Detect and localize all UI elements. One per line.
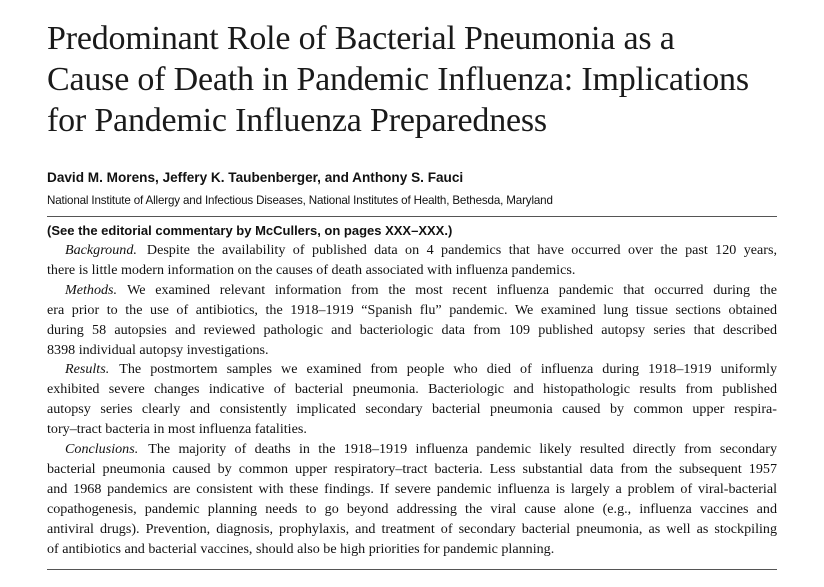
abstract-line: bacterial pneumonia caused by common upper respiratory–tract bacteria. Less substantial data from the subsequent 1957: [47, 460, 777, 477]
title-line: Predominant Role of Bacterial Pneumonia as a: [47, 20, 675, 57]
section-label-methods: Methods.: [65, 281, 118, 298]
section-label-results: Results.: [65, 361, 110, 378]
divider-bottom: [47, 569, 777, 570]
abstract-line: during 58 autopsies and reviewed pathologic and bacteriologic data from 109 published autopsy series that described: [47, 321, 777, 338]
abstract-line: Conclusions. The majority of deaths in the 1918–1919 influenza pandemic likely resulted directly from secondary: [65, 441, 777, 458]
divider-top: [47, 216, 777, 217]
abstract: [47, 241, 777, 560]
abstract-line: of antibiotics and bacterial vaccines, should also be high priorities for pandemic planning.: [47, 540, 555, 557]
title-line: Cause of Death in Pandemic Influenza: Implications: [47, 61, 749, 98]
author-list: David M. Morens, Jeffery K. Taubenberger, and Anthony S. Fauci: [47, 170, 464, 185]
section-label-conclusions: Conclusions.: [65, 441, 139, 458]
abstract-line: Background. Despite the availability of published data on 4 pandemics that have occurred over the past 120 years,: [65, 242, 777, 258]
abstract-line: Methods. We examined relevant information from the most recent influenza pandemic that occurred during the: [65, 281, 777, 298]
editorial-note: (See the editorial commentary by McCullers, on pages XXX–XXX.): [47, 223, 453, 238]
abstract-line: 8398 individual autopsy investigations.: [47, 341, 269, 358]
abstract-line: copathogenesis, pandemic planning needs to go beyond addressing the viral cause alone (e.g., influenza vaccines and: [47, 500, 777, 517]
abstract-line: and 1968 pandemics are consistent with these findings. If severe pandemic influenza is largely a problem of viral-bacterial: [47, 480, 777, 497]
abstract-line: there is little modern information on the causes of death associated with influenza pandemics.: [47, 261, 576, 278]
article-title: [47, 18, 777, 141]
title-line: for Pandemic Influenza Preparedness: [47, 102, 547, 139]
abstract-line: Results. The postmortem samples we examined from people who died of influenza during 1918–1919 uniformly: [65, 361, 777, 378]
abstract-line: autopsy series clearly and consistently implicated secondary bacterial pneumonia caused by common upper respira-: [47, 401, 777, 418]
abstract-line: era prior to the use of antibiotics, the 1918–1919 “Spanish flu” pandemic. We examined lung tissue sections obtained: [47, 301, 777, 318]
abstract-line: tory–tract bacteria in most influenza fatalities.: [47, 421, 307, 438]
section-label-background: Background.: [65, 242, 137, 258]
article-header: [47, 18, 777, 557]
abstract-line: exhibited severe changes indicative of bacterial pneumonia. Bacteriologic and histopathologic results from published: [47, 381, 777, 398]
affiliation: National Institute of Allergy and Infectious Diseases, National Institutes of Health, Bethesda, Maryland: [47, 194, 553, 207]
abstract-line: antiviral drugs). Prevention, diagnosis, prophylaxis, and treatment of secondary bacterial pneumonia, as well as stockpiling: [47, 520, 777, 537]
